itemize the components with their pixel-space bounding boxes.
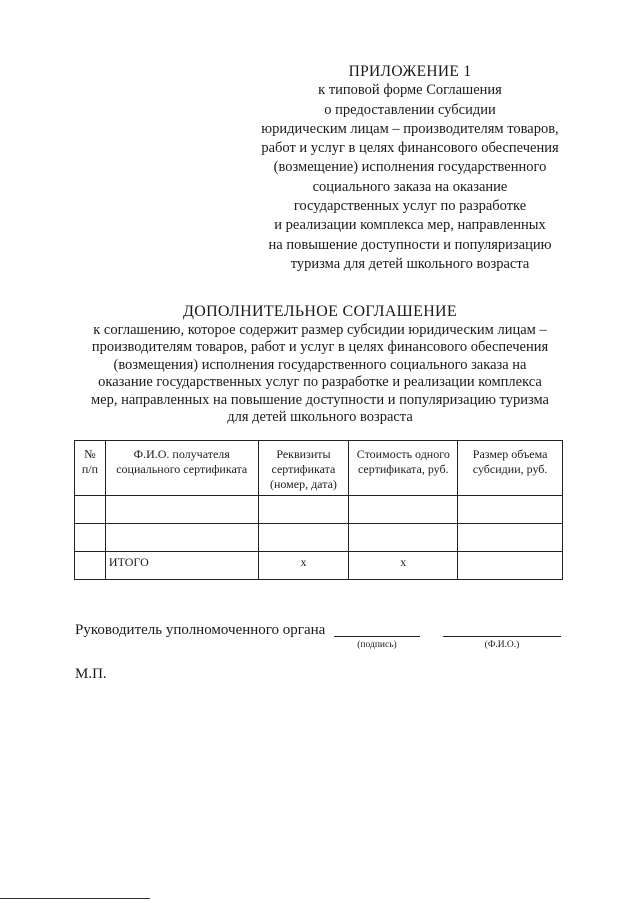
appendix-line: и реализации комплекса мер, направленных	[274, 217, 546, 234]
name-caption: (Ф.И.О.)	[484, 640, 520, 650]
signature-caption: (подпись)	[357, 640, 397, 650]
table-row	[75, 524, 563, 552]
agreement-subtitle	[60, 322, 580, 426]
table-cell	[458, 496, 563, 524]
header-number: № п/п	[75, 441, 106, 496]
subsidy-table	[74, 440, 563, 580]
appendix-line: юридическим лицам – производителям товаров,	[261, 120, 559, 137]
signature-label: Руководитель уполномоченного органа	[75, 622, 326, 638]
agreement-title: ДОПОЛНИТЕЛЬНОЕ СОГЛАШЕНИЕ	[183, 303, 457, 320]
total-label: ИТОГО	[105, 552, 258, 580]
agreement-line: для детей школьного возраста	[227, 409, 413, 426]
table-cell	[258, 524, 349, 552]
total-row	[75, 552, 563, 580]
signature-line	[334, 636, 420, 637]
agreement-line: оказание государственных услуг по разработке и реализации комплекса	[98, 374, 542, 391]
table-cell	[75, 552, 106, 580]
table-cell	[258, 496, 349, 524]
appendix-line: социального заказа на оказание	[312, 178, 508, 195]
agreement-line: (возмещения) исполнения государственного социального заказа на	[113, 356, 527, 373]
table-cell	[105, 496, 258, 524]
agreement-line: к соглашению, которое содержит размер субсидии юридическим лицам –	[93, 322, 547, 338]
footnote-rule	[0, 898, 150, 899]
header-certificate-details: Реквизиты сертификата (номер, дата)	[258, 441, 349, 496]
header-subsidy-amount: Размер объема субсидии, руб.	[458, 441, 563, 496]
table-header-row	[75, 441, 563, 496]
table-cell: х	[349, 552, 458, 580]
table-cell	[75, 524, 106, 552]
appendix-line: на повышение доступности и популяризацию	[268, 236, 552, 253]
table-cell	[105, 524, 258, 552]
table-cell	[458, 524, 563, 552]
agreement-line: производителям товаров, работ и услуг в целях финансового обеспечения	[91, 339, 549, 356]
appendix-line: (возмещение) исполнения государственного	[273, 159, 547, 176]
agreement-line: мер, направленных на повышение доступности и популяризацию туризма	[91, 391, 549, 408]
appendix-title: ПРИЛОЖЕНИЕ 1	[348, 63, 472, 80]
appendix-line: государственных услуг по разработке	[293, 198, 527, 215]
header-recipient-name: Ф.И.О. получателя социального сертификата	[105, 441, 258, 496]
table-row	[75, 496, 563, 524]
header-certificate-cost: Стоимость одного сертификата, руб.	[349, 441, 458, 496]
stamp-placeholder: М.П.	[75, 666, 107, 682]
appendix-line: туризма для детей школьного возраста	[290, 255, 530, 272]
appendix-line: о предоставлении субсидии	[324, 101, 496, 118]
table-cell	[349, 496, 458, 524]
table-cell	[349, 524, 458, 552]
table-cell: х	[258, 552, 349, 580]
appendix-line: к типовой форме Соглашения	[318, 82, 502, 99]
name-line	[443, 636, 561, 637]
appendix-block	[240, 62, 580, 274]
table-cell	[75, 496, 106, 524]
appendix-line: работ и услуг в целях финансового обеспечения	[261, 140, 559, 157]
table-cell	[458, 552, 563, 580]
